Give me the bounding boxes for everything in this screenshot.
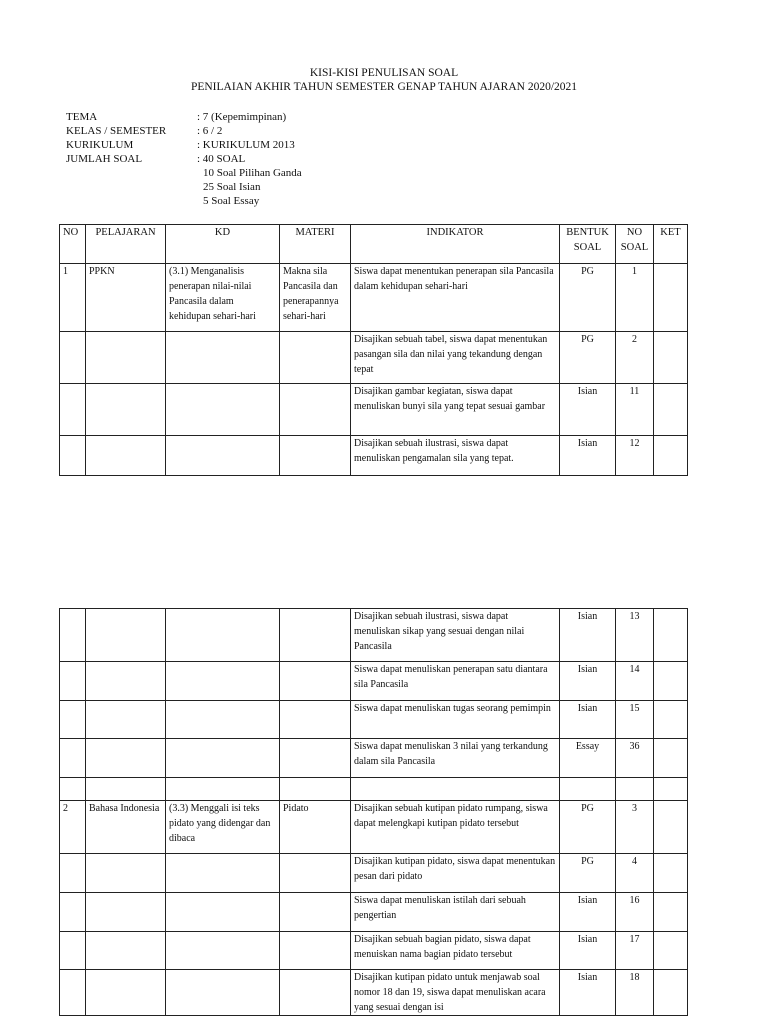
table-body-page2 bbox=[60, 609, 688, 1016]
cell-bentuk-soal: PG bbox=[560, 801, 616, 854]
header-no-soal: NO SOAL bbox=[616, 225, 654, 264]
cell-no-soal: 12 bbox=[616, 436, 654, 476]
cell-pelajaran bbox=[86, 854, 166, 893]
cell-no-soal: 1 bbox=[616, 264, 654, 332]
meta-label: TEMA bbox=[66, 111, 98, 123]
cell-materi bbox=[280, 662, 351, 701]
meta-kelas bbox=[66, 124, 302, 138]
cell-no-soal: 36 bbox=[616, 739, 654, 778]
meta-jumlah bbox=[66, 152, 302, 166]
cell-kd bbox=[166, 436, 280, 476]
cell-indikator: Disajikan sebuah ilustrasi, siswa dapat menuliskan sikap yang sesuai dengan nilai Pancasila bbox=[351, 609, 560, 662]
cell-bentuk-soal: Essay bbox=[560, 739, 616, 778]
header-bentuk-soal: BENTUK SOAL bbox=[560, 225, 616, 264]
cell-indikator: Siswa dapat menuliskan tugas seorang pemimpin bbox=[351, 701, 560, 739]
cell-indikator: Disajikan gambar kegiatan, siswa dapat menuliskan bunyi sila yang tepat sesuai gambar bbox=[351, 384, 560, 436]
cell-materi bbox=[280, 932, 351, 970]
cell-pelajaran bbox=[86, 662, 166, 701]
cell-ket bbox=[654, 932, 688, 970]
header-indikator: INDIKATOR bbox=[351, 225, 560, 264]
cell-pelajaran bbox=[86, 701, 166, 739]
table-body-page1 bbox=[60, 264, 688, 476]
cell-pelajaran bbox=[86, 932, 166, 970]
meta-breakdown-essay: 5 Soal Essay bbox=[203, 195, 260, 207]
cell-no bbox=[60, 893, 86, 932]
cell-no bbox=[60, 701, 86, 739]
cell-ket bbox=[654, 436, 688, 476]
meta-breakdown-isian: 25 Soal Isian bbox=[203, 181, 261, 193]
document-title: KISI-KISI PENULISAN SOAL bbox=[309, 67, 459, 79]
table-row bbox=[60, 264, 688, 332]
cell-bentuk-soal bbox=[560, 778, 616, 801]
cell-pelajaran: PPKN bbox=[86, 264, 166, 332]
cell-materi bbox=[280, 970, 351, 1016]
cell-ket bbox=[654, 264, 688, 332]
cell-ket bbox=[654, 384, 688, 436]
cell-pelajaran bbox=[86, 332, 166, 384]
cell-materi bbox=[280, 701, 351, 739]
cell-kd bbox=[166, 701, 280, 739]
cell-materi: Makna sila Pancasila dan penerapannya sehari-hari bbox=[280, 264, 351, 332]
cell-indikator: Disajikan sebuah ilustrasi, siswa dapat menuliskan pengamalan sila yang tepat. bbox=[351, 436, 560, 476]
cell-no-soal: 14 bbox=[616, 662, 654, 701]
cell-no-soal: 17 bbox=[616, 932, 654, 970]
meta-label: KURIKULUM bbox=[66, 139, 134, 151]
cell-bentuk-soal: Isian bbox=[560, 970, 616, 1016]
table-row bbox=[60, 436, 688, 476]
cell-ket bbox=[654, 662, 688, 701]
cell-no-soal: 2 bbox=[616, 332, 654, 384]
table-row bbox=[60, 662, 688, 701]
cell-pelajaran: Bahasa Indonesia bbox=[86, 801, 166, 854]
cell-kd bbox=[166, 854, 280, 893]
cell-no: 2 bbox=[60, 801, 86, 854]
cell-bentuk-soal: PG bbox=[560, 264, 616, 332]
cell-pelajaran bbox=[86, 970, 166, 1016]
cell-bentuk-soal: Isian bbox=[560, 436, 616, 476]
table-row bbox=[60, 701, 688, 739]
cell-indikator: Siswa dapat menuliskan istilah dari sebuah pengertian bbox=[351, 893, 560, 932]
cell-bentuk-soal: PG bbox=[560, 332, 616, 384]
cell-kd bbox=[166, 778, 280, 801]
cell-no bbox=[60, 384, 86, 436]
cell-kd bbox=[166, 739, 280, 778]
cell-bentuk-soal: Isian bbox=[560, 609, 616, 662]
cell-bentuk-soal: Isian bbox=[560, 932, 616, 970]
meta-label: KELAS / SEMESTER bbox=[66, 125, 167, 137]
header-pelajaran: PELAJARAN bbox=[86, 225, 166, 264]
cell-materi bbox=[280, 609, 351, 662]
cell-indikator: Siswa dapat menentukan penerapan sila Pancasila dalam kehidupan sehari-hari bbox=[351, 264, 560, 332]
table-row bbox=[60, 778, 688, 801]
cell-pelajaran bbox=[86, 384, 166, 436]
cell-no-soal: 16 bbox=[616, 893, 654, 932]
cell-ket bbox=[654, 893, 688, 932]
cell-materi bbox=[280, 893, 351, 932]
cell-kd bbox=[166, 662, 280, 701]
cell-no-soal bbox=[616, 778, 654, 801]
cell-no bbox=[60, 739, 86, 778]
cell-no bbox=[60, 778, 86, 801]
header-materi: MATERI bbox=[280, 225, 351, 264]
cell-kd bbox=[166, 384, 280, 436]
meta-label: JUMLAH SOAL bbox=[66, 153, 143, 165]
cell-kd: (3.1) Menganalisis penerapan nilai-nilai Pancasila dalam kehidupan sehari-hari bbox=[166, 264, 280, 332]
table-row bbox=[60, 384, 688, 436]
table-row bbox=[60, 609, 688, 662]
cell-materi bbox=[280, 332, 351, 384]
cell-materi bbox=[280, 739, 351, 778]
cell-indikator: Disajikan sebuah kutipan pidato rumpang, siswa dapat melengkapi kutipan pidato tersebut bbox=[351, 801, 560, 854]
cell-pelajaran bbox=[86, 436, 166, 476]
cell-ket bbox=[654, 609, 688, 662]
cell-no bbox=[60, 662, 86, 701]
table-row bbox=[60, 801, 688, 854]
meta-tema bbox=[66, 110, 302, 124]
document-meta bbox=[66, 110, 302, 208]
table-row bbox=[60, 932, 688, 970]
cell-bentuk-soal: Isian bbox=[560, 701, 616, 739]
meta-kurikulum bbox=[66, 138, 302, 152]
cell-pelajaran bbox=[86, 778, 166, 801]
cell-indikator: Siswa dapat menuliskan penerapan satu diantara sila Pancasila bbox=[351, 662, 560, 701]
kisi-table-page1 bbox=[59, 224, 688, 476]
cell-ket bbox=[654, 332, 688, 384]
cell-no bbox=[60, 332, 86, 384]
cell-indikator: Disajikan kutipan pidato untuk menjawab soal nomor 18 dan 19, siswa dapat menuliskan acara yang sesuai dengan isi bbox=[351, 970, 560, 1016]
table-row bbox=[60, 893, 688, 932]
cell-kd bbox=[166, 970, 280, 1016]
table-row bbox=[60, 332, 688, 384]
meta-value: : 6 / 2 bbox=[197, 125, 223, 137]
cell-pelajaran bbox=[86, 739, 166, 778]
meta-value: : KURIKULUM 2013 bbox=[197, 139, 295, 151]
header-kd: KD bbox=[166, 225, 280, 264]
cell-ket bbox=[654, 739, 688, 778]
cell-no bbox=[60, 854, 86, 893]
document-subtitle: PENILAIAN AKHIR TAHUN SEMESTER GENAP TAHUN AJARAN 2020/2021 bbox=[190, 81, 578, 93]
header-ket: KET bbox=[654, 225, 688, 264]
cell-ket bbox=[654, 970, 688, 1016]
cell-kd: (3.3) Menggali isi teks pidato yang didengar dan dibaca bbox=[166, 801, 280, 854]
cell-bentuk-soal: Isian bbox=[560, 384, 616, 436]
cell-ket bbox=[654, 801, 688, 854]
cell-materi bbox=[280, 778, 351, 801]
cell-materi bbox=[280, 384, 351, 436]
header-no: NO bbox=[60, 225, 86, 264]
table-row bbox=[60, 970, 688, 1016]
cell-kd bbox=[166, 893, 280, 932]
cell-no-soal: 15 bbox=[616, 701, 654, 739]
cell-no-soal: 4 bbox=[616, 854, 654, 893]
cell-no-soal: 18 bbox=[616, 970, 654, 1016]
cell-no bbox=[60, 932, 86, 970]
cell-no: 1 bbox=[60, 264, 86, 332]
cell-no bbox=[60, 436, 86, 476]
cell-indikator: Disajikan sebuah bagian pidato, siswa dapat menuiskan nama bagian pidato tersebut bbox=[351, 932, 560, 970]
cell-ket bbox=[654, 778, 688, 801]
cell-materi: Pidato bbox=[280, 801, 351, 854]
cell-pelajaran bbox=[86, 893, 166, 932]
cell-no-soal: 13 bbox=[616, 609, 654, 662]
cell-bentuk-soal: PG bbox=[560, 854, 616, 893]
cell-kd bbox=[166, 332, 280, 384]
cell-materi bbox=[280, 436, 351, 476]
cell-materi bbox=[280, 854, 351, 893]
cell-indikator: Disajikan kutipan pidato, siswa dapat menentukan pesan dari pidato bbox=[351, 854, 560, 893]
cell-ket bbox=[654, 854, 688, 893]
table-header-row bbox=[60, 225, 688, 264]
table-row bbox=[60, 739, 688, 778]
cell-bentuk-soal: Isian bbox=[560, 893, 616, 932]
cell-no bbox=[60, 609, 86, 662]
cell-kd bbox=[166, 609, 280, 662]
meta-value: : 7 (Kepemimpinan) bbox=[197, 111, 287, 123]
cell-pelajaran bbox=[86, 609, 166, 662]
cell-ket bbox=[654, 701, 688, 739]
cell-bentuk-soal: Isian bbox=[560, 662, 616, 701]
cell-kd bbox=[166, 932, 280, 970]
cell-no-soal: 3 bbox=[616, 801, 654, 854]
cell-indikator: Disajikan sebuah tabel, siswa dapat menentukan pasangan sila dan nilai yang tekandung dengan tepat bbox=[351, 332, 560, 384]
meta-breakdown-pg: 10 Soal Pilihan Ganda bbox=[203, 167, 302, 179]
cell-no-soal: 11 bbox=[616, 384, 654, 436]
table-row bbox=[60, 854, 688, 893]
cell-indikator bbox=[351, 778, 560, 801]
kisi-table-page2 bbox=[59, 608, 688, 1016]
meta-value: : 40 SOAL bbox=[197, 153, 246, 165]
cell-no bbox=[60, 970, 86, 1016]
cell-indikator: Siswa dapat menuliskan 3 nilai yang terkandung dalam sila Pancasila bbox=[351, 739, 560, 778]
